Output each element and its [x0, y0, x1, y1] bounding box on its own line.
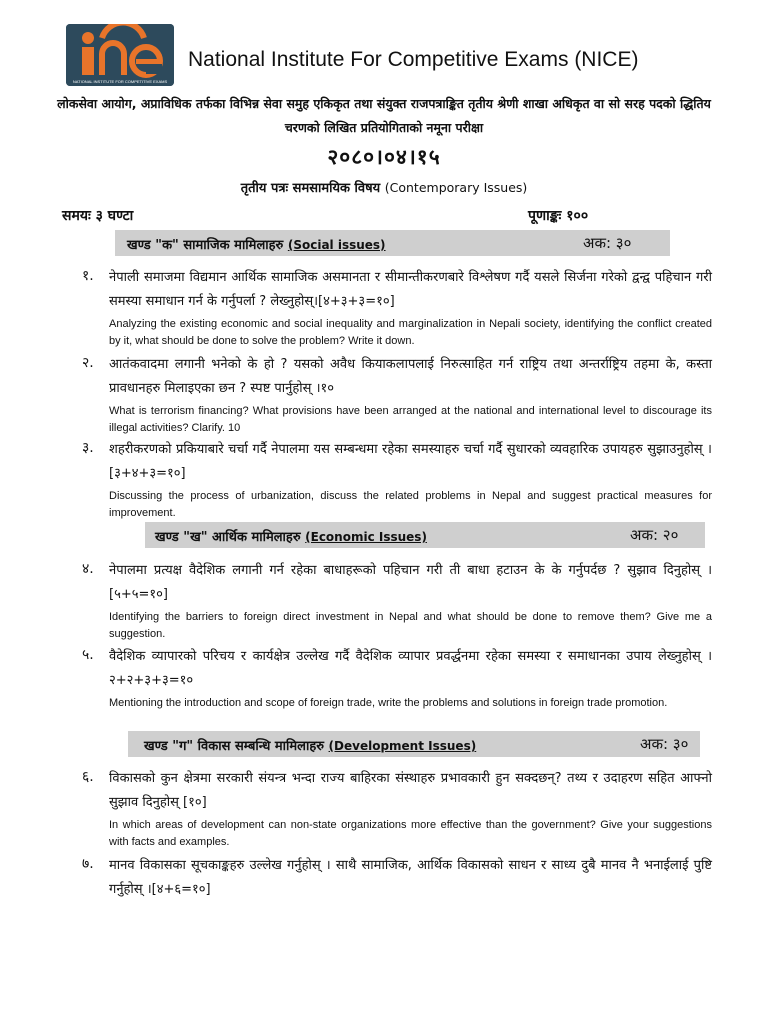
- section-title: [155, 527, 427, 545]
- section-title-np: खण्ड "ग" विकास सम्बन्धि मामिलाहरु: [144, 739, 325, 754]
- question-2: [82, 353, 712, 437]
- question-number: १.: [82, 268, 94, 284]
- question-text-en: What is terrorism financing? What provisions have been arranged at the national and international level to discourage its illegal activities? Clarify. 10: [109, 405, 712, 434]
- question-4: [82, 559, 712, 643]
- question-text-np: नेपाली समाजमा विद्यमान आर्थिक सामाजिक असमानता र सीमान्तीकरणबारे विश्लेषण गर्दै यसले सिर्जना गरेको द्वन्द्व पहिचान गरी समस्या समाधान गर्न के गर्नुपर्ला ? लेख्नुहोस्।[४+३+३=१०]: [109, 270, 712, 309]
- question-6: [82, 767, 712, 851]
- section-title-np: खण्ड "ख" आर्थिक मामिलाहरु: [155, 530, 301, 545]
- section-header-economic: [145, 522, 705, 548]
- question-text-np: विकासको कुन क्षेत्रमा सरकारी संयन्त्र भन्दा राज्य बाहिरका संस्थाहरु प्रभावकारी हुन सक्दछन्? तथ्य र उदाहरण सहित आफ्नो सुझाव दिनुहोस् [१०]: [109, 771, 712, 810]
- exam-time: समयः ३ घण्टा: [62, 208, 134, 224]
- question-text-np: नेपालमा प्रत्यक्ष वैदेशिक लगानी गर्न रहेका बाधाहरूको पहिचान गरी ती बाधा हटाउन के के गर्नुपर्दछ ? सुझाव दिनुहोस् ।[५+५=१०]: [109, 563, 712, 602]
- paper-title-en: (Contemporary Issues): [384, 180, 528, 195]
- section-title-en: (Development Issues): [328, 739, 477, 753]
- question-1: [82, 266, 712, 350]
- section-title-np: खण्ड "क" सामाजिक मामिलाहरु: [127, 238, 284, 253]
- question-5: [82, 645, 712, 712]
- section-header-social: [115, 230, 670, 256]
- question-text-en: Analyzing the existing economic and social inequality and marginalization in Nepali society, identifying the conflict created by it, what should be done to solve the problem? Write it down.: [109, 318, 712, 347]
- question-3: [82, 438, 712, 522]
- svg-text:NATIONAL INSTITUTE FOR COMPETI: NATIONAL INSTITUTE FOR COMPETITIVE EXAMS: [72, 79, 168, 84]
- question-number: २.: [82, 355, 94, 371]
- section-title: [127, 235, 386, 253]
- paper-title-np: तृतीय पत्रः समसामयिक विषय: [240, 181, 381, 196]
- question-7: [82, 854, 712, 902]
- nice-logo: [66, 24, 174, 86]
- question-text-en: Mentioning the introduction and scope of foreign trade, write the problems and solutions in foreign trade promotion.: [109, 697, 668, 709]
- question-number: ६.: [82, 769, 94, 785]
- paper-title: [0, 178, 768, 196]
- question-text-np: वैदेशिक व्यापारको परिचय र कार्यक्षेत्र उल्लेख गर्दै वैदेशिक व्यापार प्रवर्द्धनमा रहेका समस्या र समाधानका उपाय लेख्नुहोस् । २+२+३+३=१०: [109, 649, 712, 688]
- question-text-en: Discussing the process of urbanization, discuss the related problems in Nepal and suggest practical measures for improvement.: [109, 490, 712, 519]
- section-header-development: [128, 731, 700, 757]
- exam-date: २०८०।०४।१५: [327, 145, 441, 169]
- section-title-en: (Economic Issues): [305, 530, 427, 544]
- question-number: ४.: [82, 561, 94, 577]
- section-marks: अक: ३०: [640, 735, 689, 753]
- question-number: ३.: [82, 440, 94, 456]
- exam-subtitle: लोकसेवा आयोग, अप्राविधिक तर्फका विभिन्न सेवा समुह एकिकृत तथा संयुक्त राजपत्राङ्कित तृतीय श्रेणी शाखा अधिकृत वा सो सरह पदको द्धितिय चरणको लिखित प्रतियोगिताको नमूना परीक्षा: [57, 96, 711, 135]
- section-marks: अक: ३०: [583, 234, 632, 252]
- full-marks: पूणाङ्कः १००: [528, 208, 589, 224]
- page-header: [66, 24, 706, 88]
- question-text-en: Identifying the barriers to foreign direct investment in Nepal and what should be done to remove them? Give me a suggestion.: [109, 611, 712, 640]
- question-number: ७.: [82, 856, 94, 872]
- institute-name: National Institute For Competitive Exams (NICE): [188, 48, 639, 71]
- section-title-en: (Social issues): [287, 238, 386, 252]
- question-text-en: In which areas of development can non-state organizations more effective than the government? Give your suggestions with facts and examples.: [109, 819, 712, 848]
- question-text-np: आतंकवादमा लगानी भनेको के हो ? यसको अवैध कियाकलापलाई निरुत्साहित गर्न राष्ट्रिय तथा अन्तर्राष्ट्रिय तहमा के, कस्ता प्रावधानहरु मिलाइएका छन ? स्पष्ट पार्नुहोस् ।१०: [109, 357, 712, 396]
- question-text-np: मानव विकासका सूचकाङ्कहरु उल्लेख गर्नुहोस् । साथै सामाजिक, आर्थिक विकासको साधन र साध्य दुबै मानव नै भनाईलाई पुष्टि गर्नुहोस् ।[४+६=१०]: [109, 858, 712, 897]
- section-title: [144, 736, 476, 754]
- question-number: ५.: [82, 647, 94, 663]
- question-text-np: शहरीकरणको प्रकियाबारे चर्चा गर्दै नेपालमा यस सम्बन्धमा रहेका समस्याहरु चर्चा गर्दै सुधारको व्यवहारिक उपायहरु सुझाउनुहोस् । [३+४+३=१०]: [109, 442, 712, 481]
- section-marks: अक: २०: [630, 526, 679, 544]
